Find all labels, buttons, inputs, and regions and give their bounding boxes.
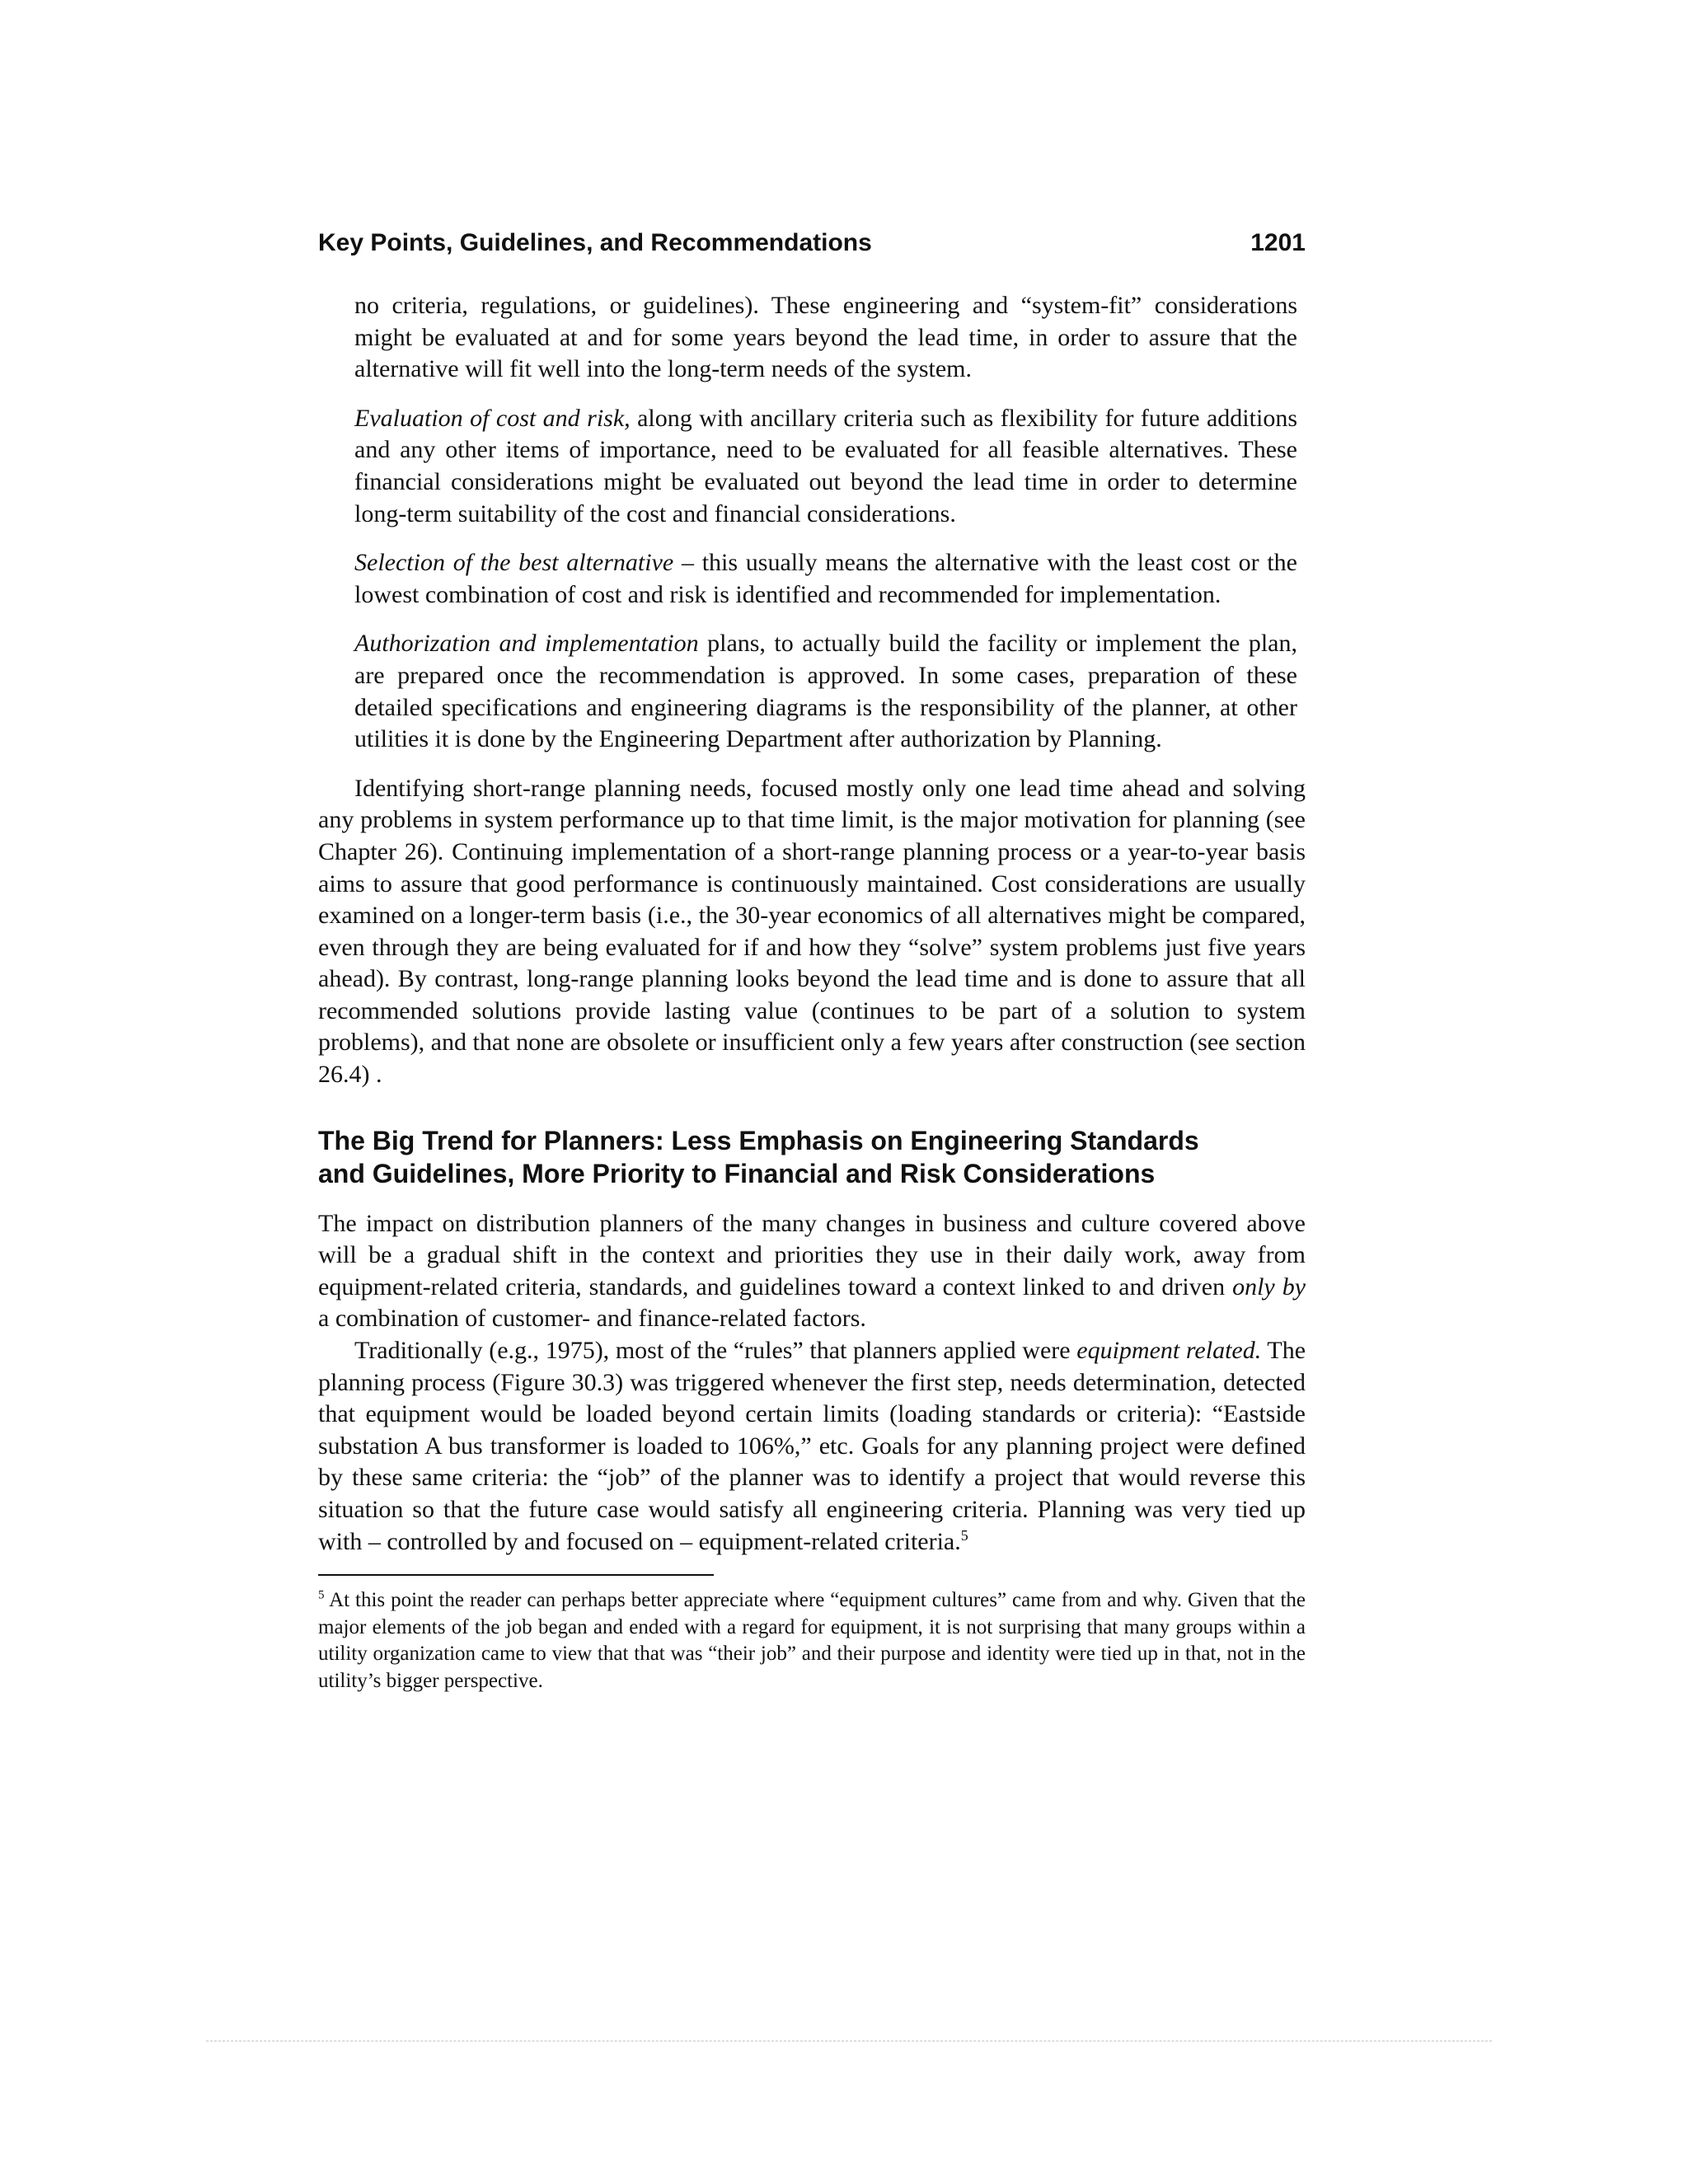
footnote [318,1587,1306,1694]
section-heading-line: and Guidelines, More Priority to Financial and Risk Considerations [318,1158,1156,1188]
list-item-lead: Selection of the best alternative [354,549,674,577]
running-title: Key Points, Guidelines, and Recommendations [318,229,872,256]
list-item-text: plans, to actually build the facility or implement the plan, are prepared once the recommendation is approved. In some cases, preparation of these detailed specifications and engineering diagrams is the responsibility of the planner, at other utilities it is done by the Engineering Department after authorization by Planning. [354,630,1297,753]
list-item-lead: Authorization and implementation [354,630,699,658]
list-item [354,403,1297,530]
list-item [354,290,1297,386]
list-item [354,547,1297,611]
list-item-lead: Evaluation of cost and risk, [354,404,631,432]
body-paragraph: The impact on distribution planners of the many changes in business and culture covered above will be a gradual shift in the context and priorities they use in their daily work, away from equipment-related criteria, standards, and guidelines toward a context linked to and driven only by a combination of customer- and finance-related factors. [318,1209,1306,1333]
section-heading [318,1124,1306,1190]
process-step-list [354,290,1297,756]
footnote-marker: 5 [318,1588,325,1602]
emphasis: only by [1232,1272,1306,1301]
section-heading-line: The Big Trend for Planners: Less Emphasis on Engineering Standards [318,1125,1199,1155]
body-paragraph: Traditionally (e.g., 1975), most of the “rules” that planners applied were equipment related. The planning process (Figure 30.3) was triggered whenever the first step, needs determination, detected that equipment would be loaded beyond certain limits (loading standards or criteria): “Eastside substation A bus transformer is loaded to 106%,” etc. Goals for any planning project were defined by these same criteria: the “job” of the planner was to identify a project that would reverse this situation so that the future case would satisfy all engineering criteria. Planning was very tied up with – controlled by and focused on – equipment-related criteria.$^5$ [318,1337,1306,1555]
footnote-text: $^5$ At this point the reader can perhaps better appreciate where “equipment cultures” came from and why. Given that the major elements of the job began and ended with a regard for equipment, it is not surprising that many groups within a utility organization came to view that that was “their job” and their purpose and identity were tied up in that, not in the utility’s bigger perspective. [318,1588,1306,1692]
book-page [318,229,1306,1694]
footnote-divider [318,1574,714,1576]
page-number: 1201 [1250,229,1306,256]
list-item [354,628,1297,755]
running-head [318,229,1306,257]
list-item-text: along with ancillary criteria such as flexibility for future additions and any other items of importance, need to be evaluated for all feasible alternatives. These financial considerations might be evaluated out beyond the lead time in order to determine long-term suitability of the cost and financial considerations. [354,404,1297,527]
body-paragraph: Identifying short-range planning needs, focused mostly only one lead time ahead and solving any problems in system performance up to that time limit, is the major motivation for planning (see Chapter 26). Continuing implementation of a short-range planning process or a year-to-year basis aims to assure that good performance is continuously maintained. Cost considerations are usually examined on a longer-term basis (i.e., the 30-year economics of all alternatives might be compared, even through they are being evaluated for if and how they “solve” system problems just five years ahead). By contrast, long-range planning looks beyond the lead time and is done to assure that all recommended solutions provide lasting value (continues to be part of a solution to system problems), and that none are obsolete or insufficient only a few years after construction (see section 26.4) . [318,774,1306,1089]
footnote-reference: 5 [960,1526,968,1544]
emphasis: equipment related. [1076,1337,1262,1365]
list-item-text: no criteria, regulations, or guidelines). These engineering and “system-fit” considerations might be evaluated at and for some years beyond the lead time, in order to assure that the alternative will fit well into the long-term needs of the system. [354,292,1297,383]
list-item-text: – this usually means the alternative with the least cost or the lowest combination of cost and risk is identified and recommended for implementation. [354,549,1297,608]
